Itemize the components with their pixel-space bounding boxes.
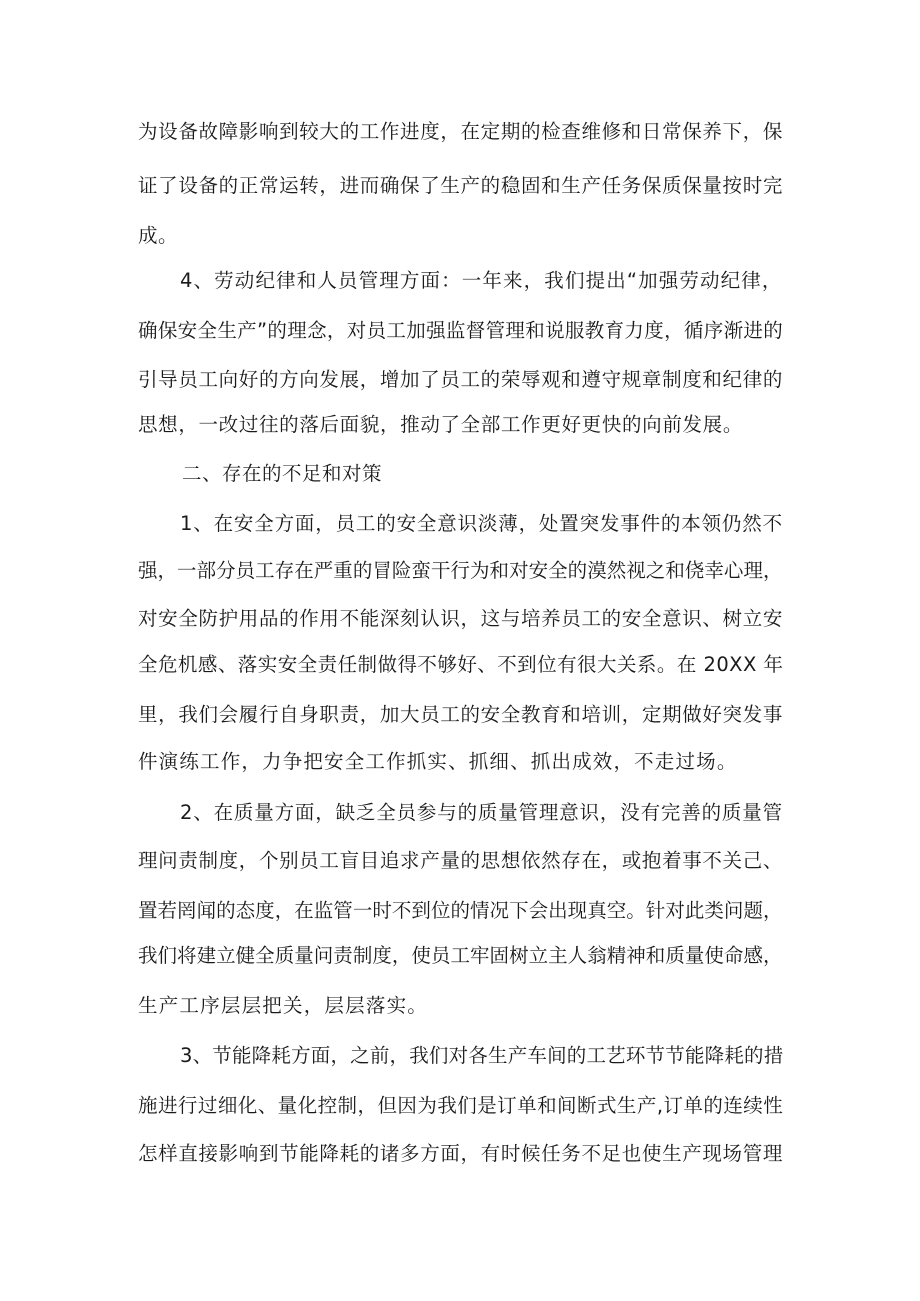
text-line: 理问责制度，个别员工盲目追求产量的思想依然存在，或抱着事不关己、 — [138, 849, 784, 872]
text-line: 2、在质量方面，缺乏全员参与的质量管理意识，没有完善的质量管 — [180, 801, 783, 824]
text-line: 里，我们会履行自身职责，加大员工的安全教育和培训，定期做好突发事 — [138, 703, 784, 726]
text-line: 成。 — [138, 224, 179, 247]
section-heading: 二、存在的不足和对策 — [182, 462, 383, 485]
text-line: 件演练工作，力争把安全工作抓实、抓细、抓出成效，不走过场。 — [138, 750, 738, 773]
text-line: 我们将建立健全质量问责制度，使员工牢固树立主人翁精神和质量使命感， — [138, 944, 783, 967]
text-line: 生产工序层层把关，层层落实。 — [138, 994, 429, 1017]
text-line: 强，一部分员工存在严重的冒险蛮干行为和对安全的漠然视之和侥幸心理， — [138, 559, 783, 582]
text-line: 怎样直接影响到节能降耗的诸多方面，有时候任务不足也使生产现场管理 — [138, 1142, 784, 1165]
text-line: 1、在安全方面，员工的安全意识淡薄，处置突发事件的本领仍然不 — [180, 512, 783, 535]
text-line: 全危机感、落实安全责任制做得不够好、不到位有很大关系。在 20XX 年 — [138, 653, 784, 676]
text-line: 4、劳动纪律和人员管理方面：一年来，我们提出“加强劳动纪律， — [180, 269, 783, 292]
text-line: 为设备故障影响到较大的工作进度，在定期的检查维修和日常保养下，保 — [138, 120, 784, 143]
text-line: 确保安全生产”的理念，对员工加强监督管理和说服教育力度，循序渐进的 — [138, 319, 784, 342]
text-line: 引导员工向好的方向发展，增加了员工的荣辱观和遵守规章制度和纪律的 — [138, 368, 784, 391]
text-line: 证了设备的正常运转，进而确保了生产的稳固和生产任务保质保量按时完 — [138, 174, 784, 197]
text-line: 对安全防护用品的作用不能深刻认识，这与培养员工的安全意识、树立安 — [138, 607, 784, 630]
text-line: 3、节能降耗方面，之前，我们对各生产车间的工艺环节节能降耗的措 — [180, 1044, 784, 1067]
text-line: 施进行过细化、量化控制，但因为我们是订单和间断式生产,订单的连续性 — [138, 1094, 784, 1117]
text-line: 思想，一改过往的落后面貌，推动了全部工作更好更快的向前发展。 — [138, 413, 744, 436]
text-line: 置若罔闻的态度，在监管一时不到位的情况下会出现真空。针对此类问题， — [138, 899, 783, 922]
